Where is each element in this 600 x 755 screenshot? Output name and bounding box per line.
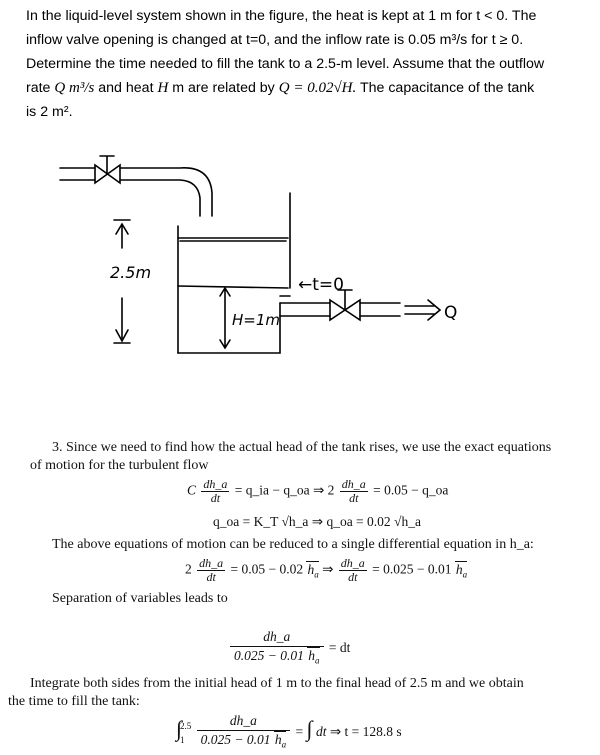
integrate-text-1: Integrate both sides from the initial head of 1 m to the final head of 2.5 m and we obtain [30, 676, 524, 691]
solution-heading-1: 3. Since we need to find how the actual head of the tank rises, we use the exact equations [52, 440, 552, 455]
integrate-text-2: the time to fill the tank: [8, 694, 140, 709]
level-line-initial [178, 286, 288, 288]
equation-4: $\frac{dh\_a}{0.025 - 0.01 h_a}$ = dt [228, 628, 350, 670]
text-capacitance: The capacitance of the tank [359, 80, 535, 96]
separation-text: Separation of variables leads to [52, 591, 228, 606]
problem-line-4 [26, 76, 596, 100]
tank-figure [40, 138, 480, 368]
inflow-pipe-bottom [60, 180, 200, 216]
equation-2: q_oa = K_T √h_a ⇒ q_oa = 0.02 √h_a [213, 514, 421, 529]
text-relation: Q = 0.02√H. [278, 80, 357, 96]
outflow-arrow-icon [405, 300, 440, 320]
problem-line-5: is 2 m². [26, 104, 73, 120]
text-q-units: Q m³/s [54, 80, 95, 96]
text-and-heat: and heat [98, 80, 154, 96]
problem-line-1: In the liquid-level system shown in the figure, the heat is kept at 1 m for t < 0. The [26, 8, 537, 24]
problem-line-2: inflow valve opening is changed at t=0, and the inflow rate is 0.05 m³/s for t ≥ 0. [26, 32, 524, 48]
problem-statement [26, 4, 596, 124]
equation-5: ∫ 2.5 1 $\frac{dh\_a}{0.025 - 0.01 h_a}$ = ∫ dt ⇒ t = 128.8 s [176, 713, 402, 750]
outflow-label: Q [444, 303, 458, 323]
solution-heading-2: of motion for the turbulent flow [30, 458, 209, 473]
problem-line-3: Determine the time needed to fill the tank to a 2.5-m level. Assume that the outflow [26, 56, 545, 72]
reduce-text: The above equations of motion can be reduced to a single differential equation in h_a: [52, 537, 534, 552]
equation-3: 2 $\frac{dh\_a}{dt}$ = 0.05 − 0.02 $h_a$ ⇒ $\frac{dh\_a}{dt}$ = 0.025 − 0.01 $h_a$ [185, 556, 468, 584]
level-arrow-up [114, 220, 130, 248]
head-label: H=1m [232, 311, 281, 329]
text-related: m are related by [172, 80, 275, 96]
text-h: H [157, 80, 169, 96]
level-arrow-down [114, 298, 130, 343]
tank-right-wall [280, 193, 290, 296]
level-label: 2.5m [110, 263, 152, 282]
head-arrow [220, 288, 230, 348]
text-rate: rate [26, 80, 51, 96]
inflow-pipe-top [60, 168, 212, 216]
equation-1: C $\frac{dh\_a}{dt}$ = q_ia − q_oa ⇒ 2 $\frac{dh\_a}{dt}$ = 0.05 − q_oa [187, 477, 449, 505]
time-label: ←t=0 [298, 275, 344, 295]
